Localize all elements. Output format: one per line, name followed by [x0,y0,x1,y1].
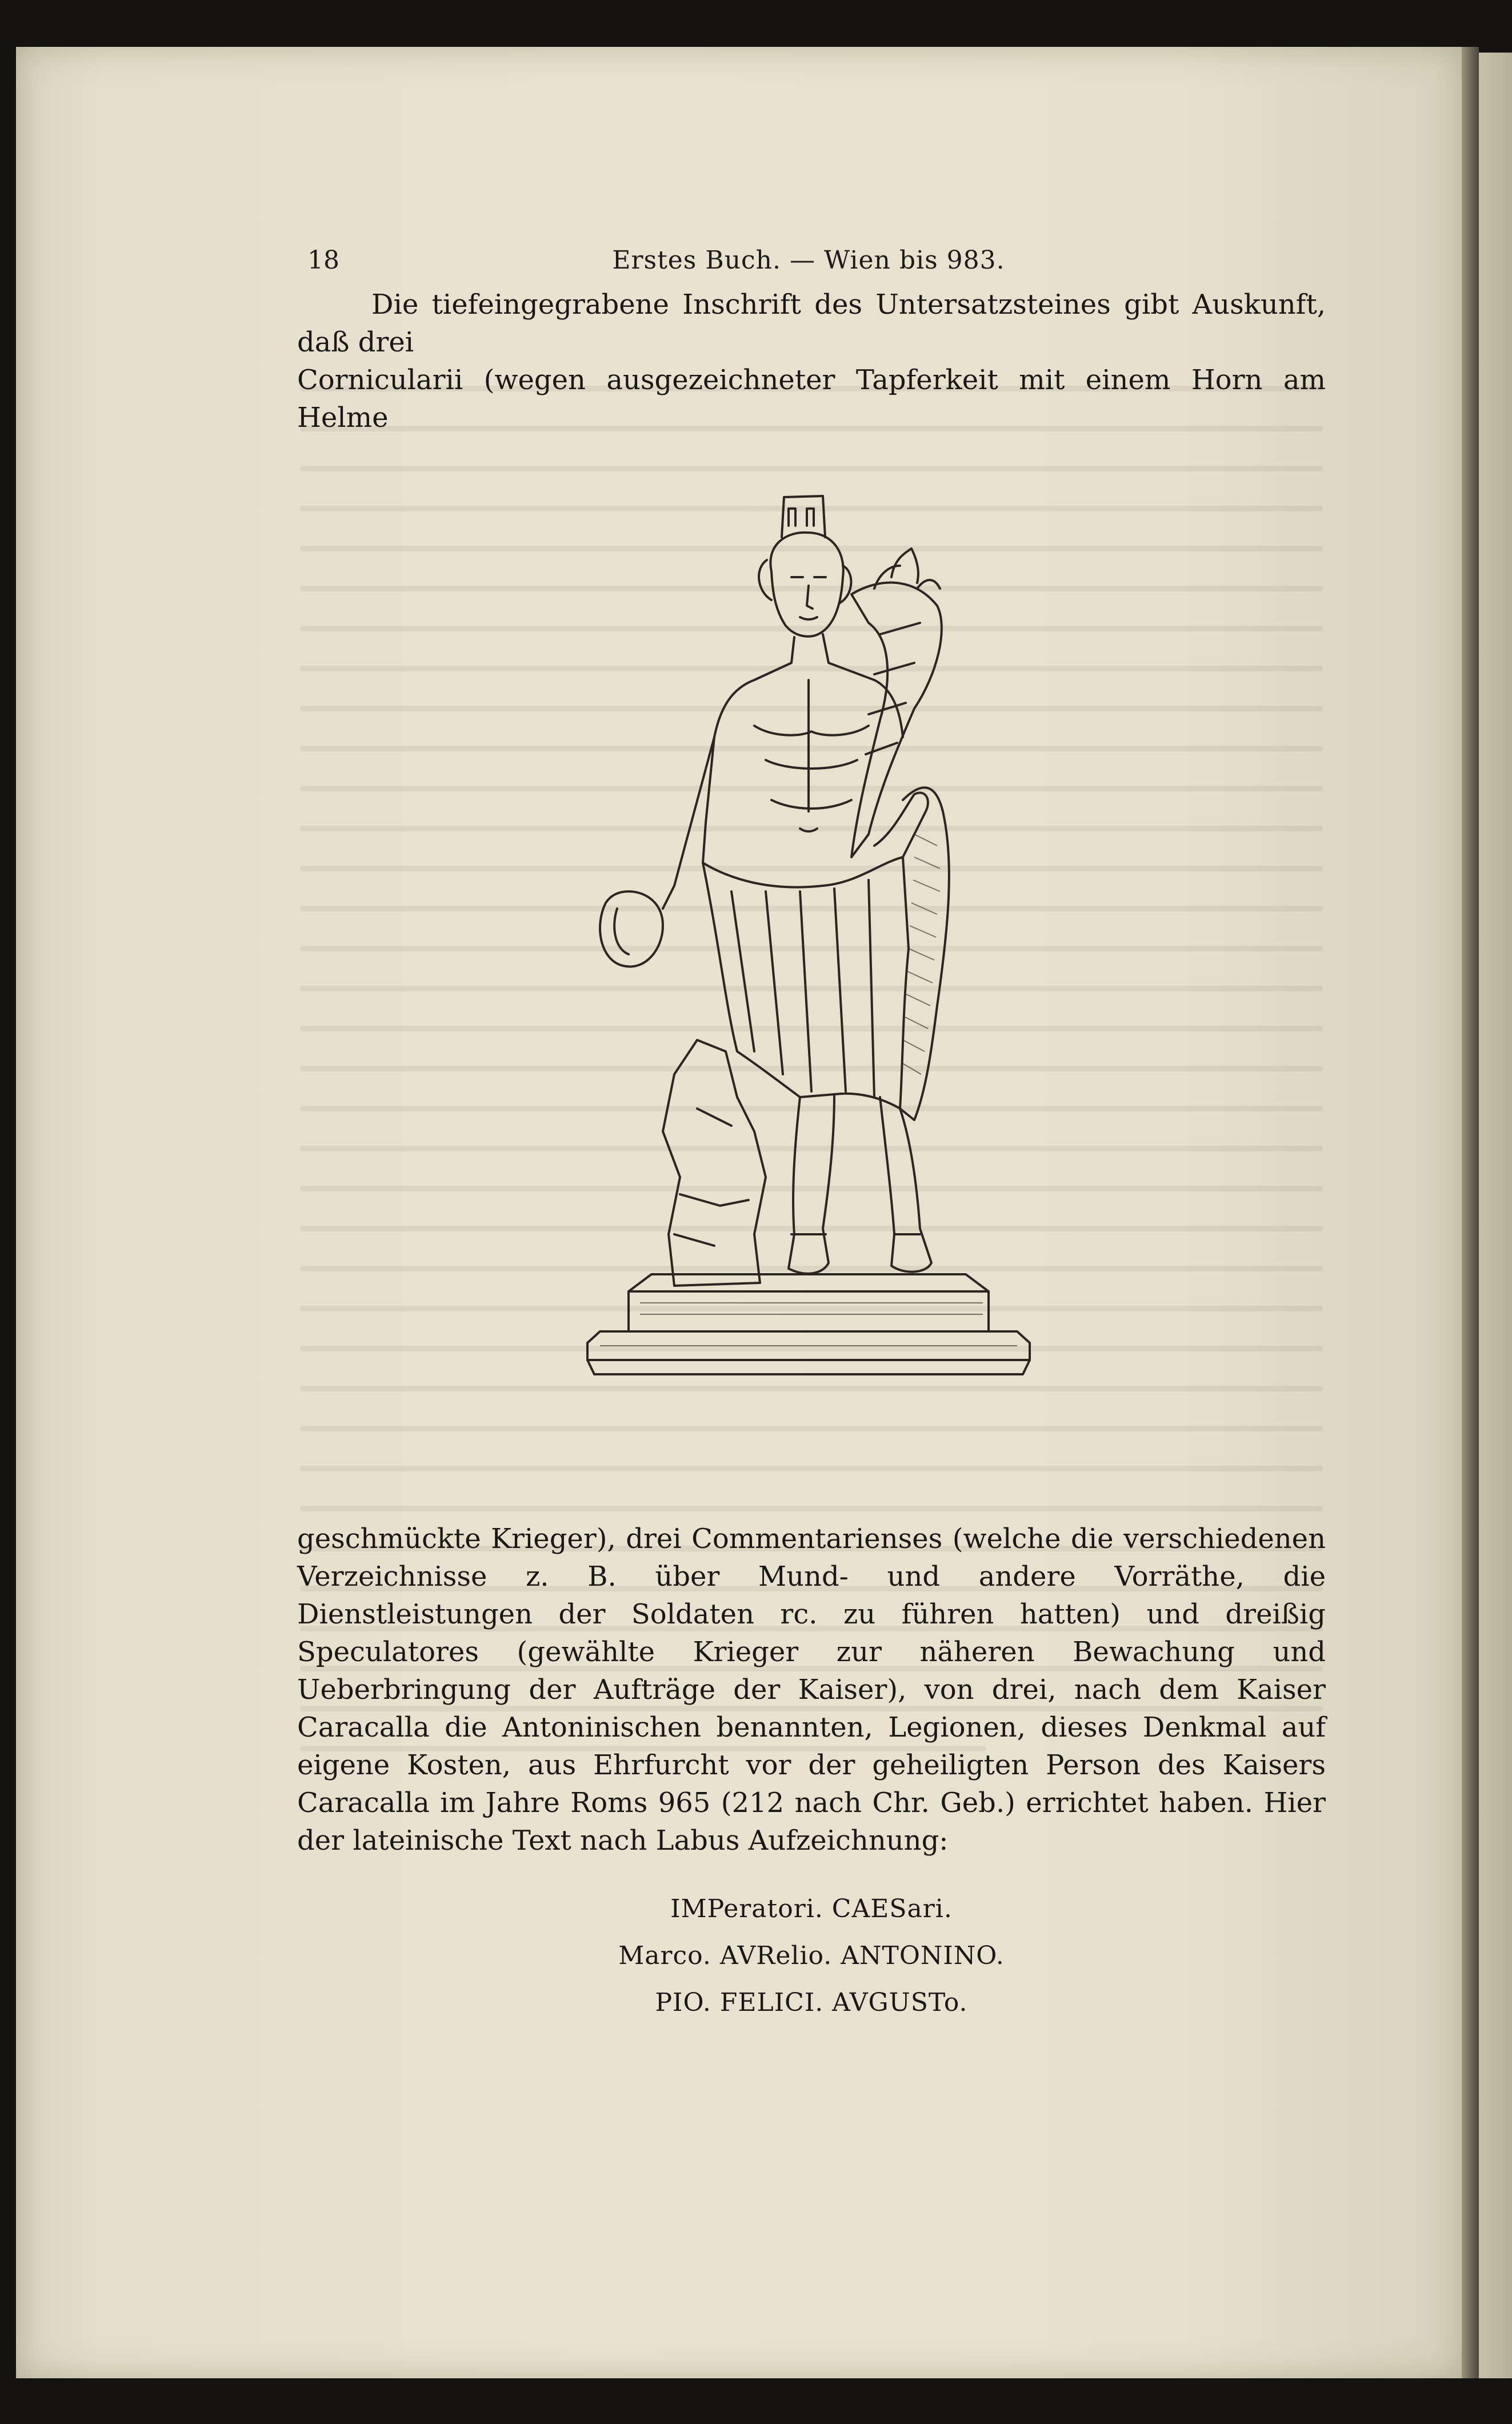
page-number: 18 [307,246,339,275]
rock-stump [663,1040,766,1286]
statue-figure [583,491,1034,1400]
plinth-top [629,1274,989,1291]
statue-head [770,533,843,637]
inscription-line: Marco. AVRelio. ANTONINO. [618,1941,1005,1970]
cornucopia [851,583,942,857]
right-hand [874,793,928,857]
statue-legs [789,1094,834,1274]
patera [600,891,663,967]
plinth-base-lower [587,1360,1030,1374]
running-head-title: Erstes Buch. — Wien bis 983. [612,246,1005,275]
text-line: Cornicularii (wegen ausgezeichneter Tapferkeit mit einem Horn am Helme [297,364,1326,434]
statue-engraving [583,491,1034,1400]
text-line: Die tiefeingegrabene Inschrift des Untersatzsteines gibt Auskunft, daß drei [297,289,1326,358]
running-head [286,246,1331,280]
page-edge-shadow [1462,47,1479,2378]
plinth-block [629,1291,989,1331]
inscription-line: IMPeratori. CAESari. [670,1894,953,1923]
latin-inscription [297,1886,1326,2026]
paragraph-top [297,286,1326,437]
paragraph-bottom: geschmückte Krieger), drei Commentarienses (welche die verschiedenen Verzeichnisse z. B. über Mund- und andere Vorräthe, die Dienstleistungen der Soldaten rc. zu führen hatten) und dreißig Speculatores (gewählte Krieger zur näheren Bewachung und Ueberbringung der Aufträge der Kaiser), von drei, nach dem Kaiser Caracalla die Antoninischen benannten, Legionen, dieses Denkmal auf eigene Kosten, aus Ehrfurcht vor der geheiligten Person des Kaisers Caracalla im Jahre Roms 965 (212 nach Chr. Geb.) errichtet haben. Hier der lateinische Text nach Labus Aufzeichnung: [297,1523,1326,1857]
inscription-line: PIO. FELICI. AVGUSTo. [655,1988,968,2017]
